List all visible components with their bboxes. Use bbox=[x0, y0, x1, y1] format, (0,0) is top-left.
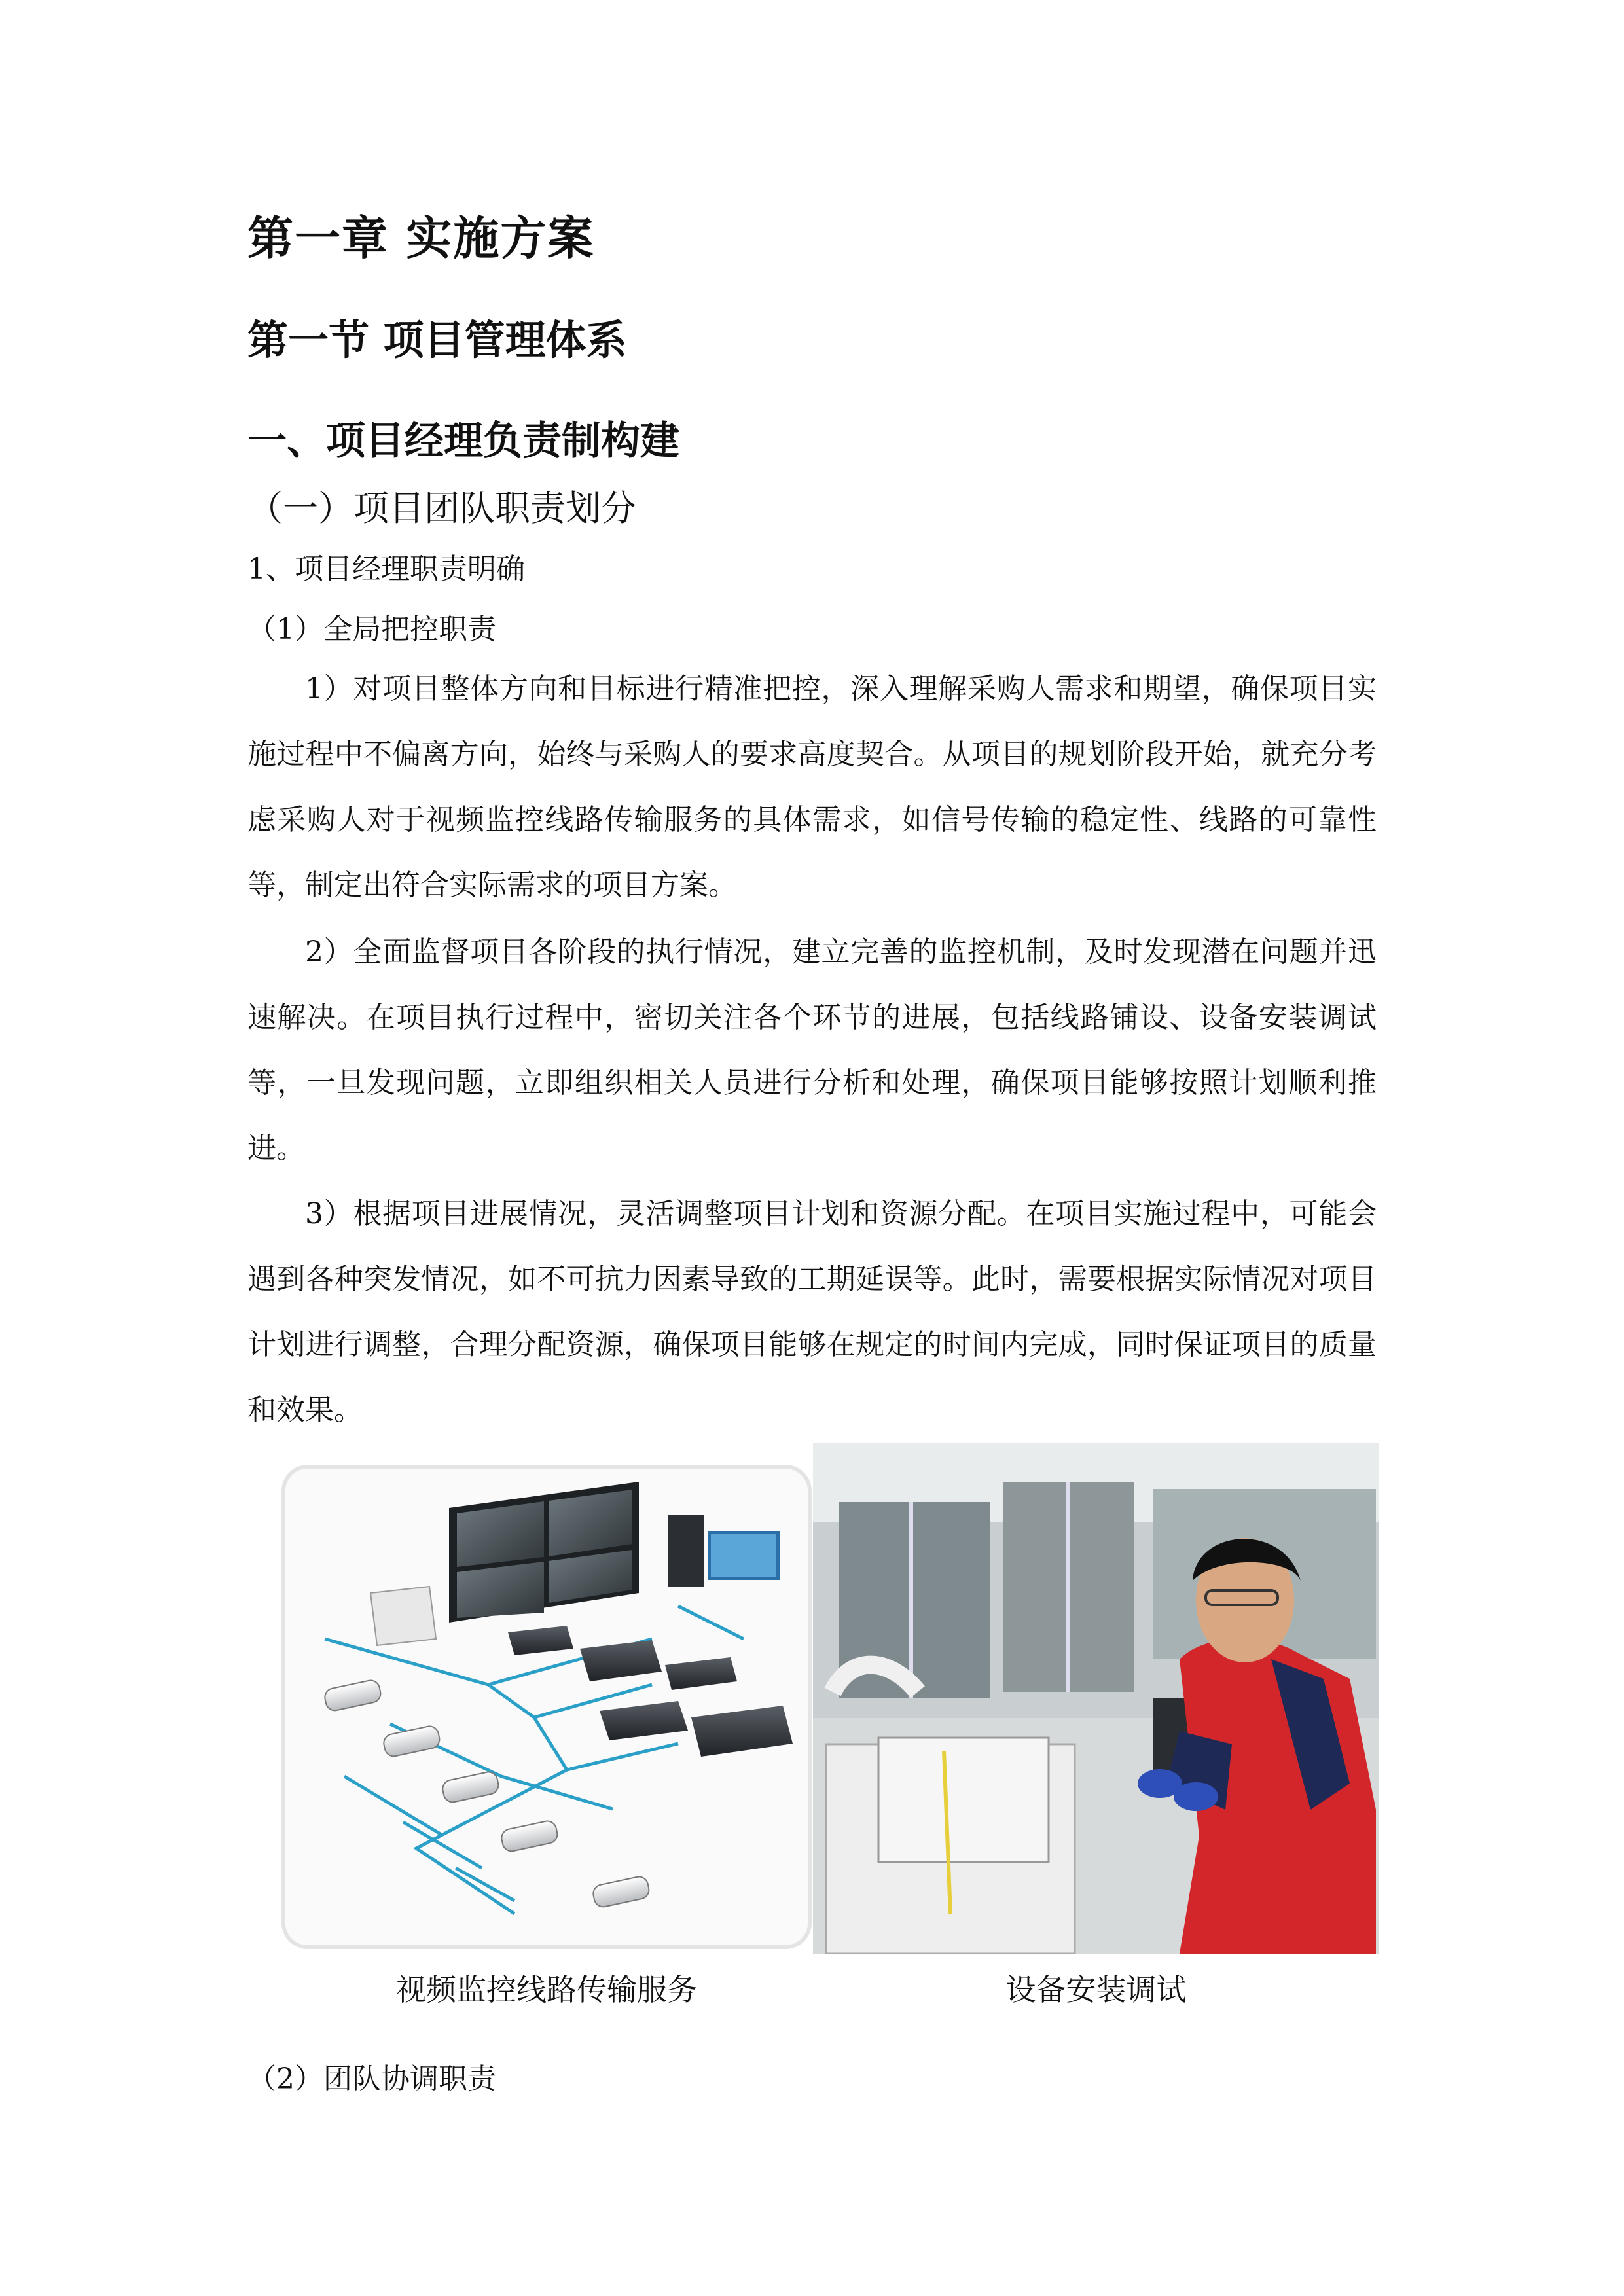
section-title: 第一节 项目管理体系 bbox=[247, 316, 627, 364]
figure-caption-left: 视频监控线路传输服务 bbox=[396, 1972, 697, 2007]
part-title: 一、项目经理负责制构建 bbox=[247, 418, 679, 464]
chapter-title: 第一章 实施方案 bbox=[247, 211, 595, 265]
item-title: 1、项目经理职责明确 bbox=[247, 552, 525, 586]
workstation bbox=[668, 1515, 780, 1587]
video-wall bbox=[449, 1482, 639, 1623]
paragraph-3: 3）根据项目进展情况，灵活调整项目计划和资源分配。在项目实施过程中，可能会遇到各种突发情况，如不可抗力因素导致的工期延误等。此时，需要根据实际情况对项目计划进行调整，合理分配资源，确保项目能够在规定的时间内完成，同时保证项目的质量和效果。 bbox=[247, 1197, 1377, 1427]
paragraph-2: 2）全面监督项目各阶段的执行情况，建立完善的监控机制，及时发现潜在问题并迅速解决。在项目执行过程中，密切关注各个环节的进展，包括线路铺设、设备安装调试等，一旦发现问题，立即组织相关人员进行分析和处理，确保项目能够按照计划顺利推进。 bbox=[247, 935, 1377, 1165]
technician-illustration bbox=[813, 1443, 1379, 1954]
equipment-installation-photo bbox=[813, 1443, 1379, 1954]
subpart-title: （一）项目团队职责划分 bbox=[247, 488, 636, 529]
network-diagram-figure bbox=[281, 1465, 812, 1949]
figure-caption-right: 设备安装调试 bbox=[1005, 1972, 1187, 2007]
paragraph-1: 1）对项目整体方向和目标进行精准把控，深入理解采购人需求和期望，确保项目实施过程中不偏离方向，始终与采购人的要求高度契合。从项目的规划阶段开始，就充分考虑采购人对于视频监控线路传输服务的具体需求，如信号传输的稳定性、线路的可靠性等，制定出符合实际需求的项目方案。 bbox=[247, 672, 1377, 902]
subitem-title: （1）全局把控职责 bbox=[247, 613, 496, 646]
network-diagram-illustration bbox=[285, 1469, 808, 1945]
subitem-title-2: （2）团队协调职责 bbox=[247, 2062, 496, 2096]
